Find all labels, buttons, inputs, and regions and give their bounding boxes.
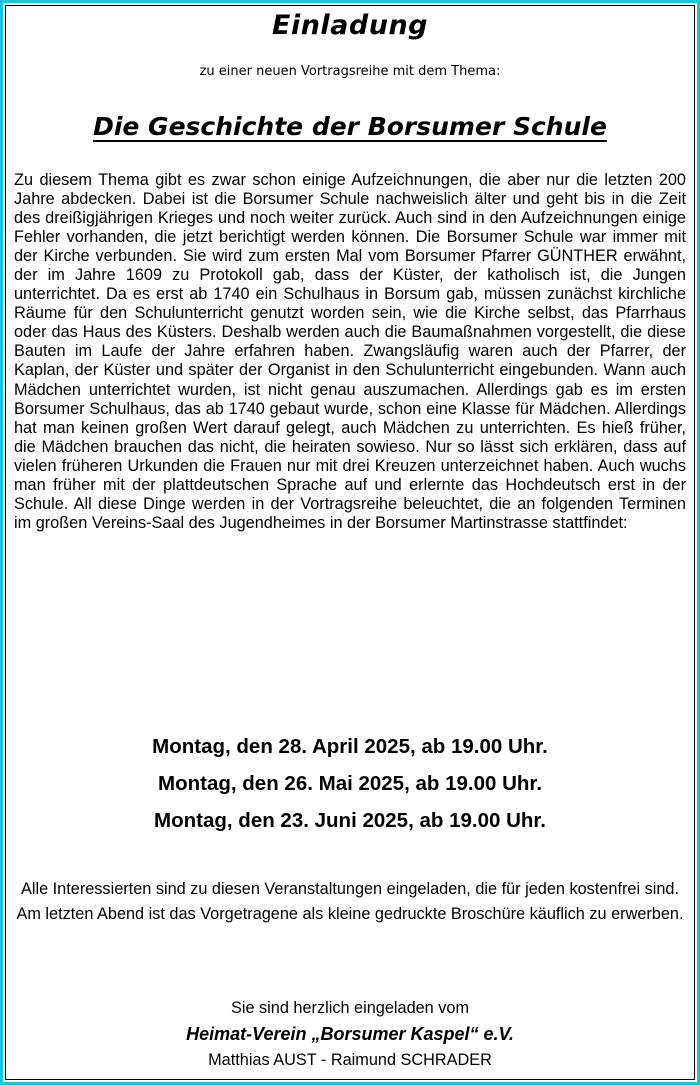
description-paragraph: Zu diesem Thema gibt es zwar schon einige Aufzeichnungen, die aber nur die letzten 200 Jahre abdecken. Dabei ist die Borsumer Schule nachweislich älter und geht bis in die Zeit des dreißigjährigen Krieges und noch weiter zurück. Auch sind in den Aufzeichnungen einige Fehler vorhanden, die jetzt berichtigt werden können. Die Borsumer Schule war immer mit der Kirche verbunden. Sie wird zum ersten Mal vom Borsumer Pfarrer GÜNTHER erwähnt, der im Jahre 1609 zu Protokoll gab, dass der Küster, der katholisch ist, die Jungen unterrichtet. Da es erst ab 1740 ein Schulhaus in Borsum gab, müssen zunächst kirchliche Räume für den Schulunterricht genutzt worden sein, wie die Kirche selbst, das Pfarrhaus oder das Haus des Küsters. Deshalb werden auch die Baumaßnahmen vorgestellt, die diese Bauten im Laufe der Jahre erfahren haben. Zwangsläufig waren auch der Pfarrer, der Kaplan, der Küster und später der Organist in den Schulunterricht eingebunden. Wann auch Mädchen unterrichtet wurden, ist nicht genau auszumachen. Allerdings gab es im ersten Borsumer Schulhaus, das ab 1740 gebaut wurde, schon eine Klasse für Mädchen. Allerdings hat man keinen großen Wert darauf gelegt, auch Mädchen zu unterrichten. Es hieß früher, die Mädchen brauchen das nicht, die heiraten sowieso. Nur so lässt sich erklären, dass auf vielen früheren Urkunden die Frauen nur mit drei Kreuzen unterzeichnet haben. Auch wuchs man früher mit der plattdeutschen Sprache auf und erlernte das Hochdeutsch erst in der Schule. All diese Dinge werden in der Vortragsreihe beleuchtet, die an folgenden Terminen im großen Vereins-Saal des Jugendheimes in der Borsumer Martinstrasse stattfindet: (14, 171, 686, 532)
lecture-topic (0, 112, 700, 141)
signature-names: Matthias AUST - Raimund SCHRADER (208, 1051, 492, 1069)
date-item-3: Montag, den 23. Juni 2025, ab 19.00 Uhr. (154, 809, 546, 832)
lecture-topic-text: Die Geschichte der Borsumer Schule (93, 112, 607, 141)
signature-organization: Heimat-Verein „Borsumer Kaspel“ e.V. (186, 1024, 514, 1044)
date-item-2: Montag, den 26. Mai 2025, ab 19.00 Uhr. (158, 772, 542, 795)
signature-intro: Sie sind herzlich eingeladen vom (230, 999, 470, 1017)
invitation-subtitle: zu einer neuen Vortragsreihe mit dem Thema: (199, 64, 501, 79)
signature-block (0, 995, 700, 1073)
date-item-1: Montag, den 28. April 2025, ab 19.00 Uhr. (152, 735, 548, 758)
date-list (0, 728, 700, 839)
closing-paragraph: Alle Interessierten sind zu diesen Veranstaltungen eingeladen, die für jeden kostenfrei sind. Am letzten Abend ist das Vorgetragene als kleine gedruckte Broschüre käuflich zu erwerben. (16, 880, 684, 923)
invitation-title: Einladung (272, 10, 428, 41)
